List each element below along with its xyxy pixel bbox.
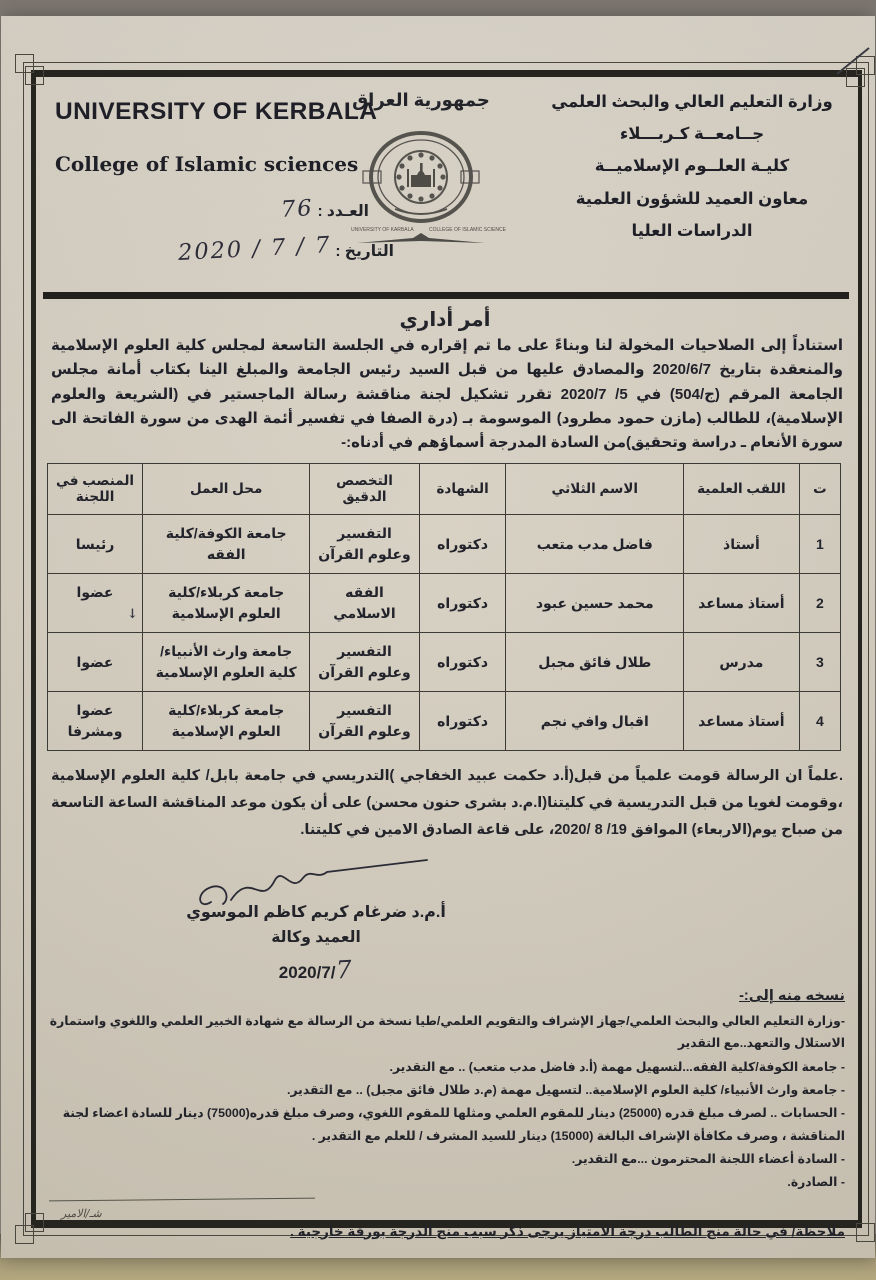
document-paper [1,16,875,1258]
cell-specialization: التفسير وعلوم القرآن [310,633,419,692]
date-hand-digit: 7 [334,954,354,985]
col-header-specialization: التخصص الدقيق [310,464,419,515]
cell-title: مدرس [684,633,800,692]
signature-block [161,902,471,984]
cell-workplace: جامعة الكوفة/كلية الفقه [143,515,310,574]
copy-item: - جامعة الكوفة/كلية الفقه...لتسهيل مهمة (أ.د فاضل مدب متعب) .. مع التقدير. [389,1059,845,1074]
cell-seq: 1 [799,515,840,574]
dean-title: العميد وكالة [271,928,361,946]
copy-item: - جامعة وارث الأنبياء/ كلية العلوم الإسلامية.. لتسهيل مهمة (م.د طلال فائق مجبل) .. مع التقدير. [287,1082,845,1097]
date-handwritten-value: 2020 / 7 / 7 [176,232,332,266]
cell-seq: 4 [799,692,840,751]
table-header-row [48,464,841,515]
cell-degree: دكتوراه [419,515,506,574]
table-row [48,515,841,574]
cell-name: اقبال وافي نجم [506,692,684,751]
letter-content [41,78,849,1239]
document-title: أمر أداري [399,309,491,331]
note-line: ملاحظة/ في حالة منح الطالب درجة الامتياز يرجى ذكر سبب منح الدرجة بورقة خارجية . [290,1223,845,1239]
ministry-line: وزارة التعليم العالي والبحث العلمي [551,93,833,111]
col-header-academic-title: اللقب العلمية [684,464,800,515]
cell-workplace: جامعة وارث الأنبياء/ كلية العلوم الإسلامية [143,633,310,692]
cell-degree: دكتوراه [419,633,506,692]
cell-specialization: التفسير وعلوم القرآن [310,515,419,574]
cell-name: محمد حسين عبود [506,574,684,633]
number-handwritten-value: 76 [279,195,314,223]
copies-heading: نسخه منه إلى:- [739,987,845,1004]
cell-role: رئيسا [48,515,143,574]
cell-degree: دكتوراه [419,692,506,751]
letter-number-row [139,196,369,222]
cell-name: طلال فائق مجبل [506,633,684,692]
cell-workplace: جامعة كربلاء/كلية العلوم الإسلامية [143,574,310,633]
date-label: التاريخ : [335,243,394,260]
cell-specialization: الفقه الاسلامي [310,574,419,633]
dean-assistant-line: معاون العميد للشؤون العلمية [575,189,809,208]
handwritten-check-mark: ↓ [127,607,139,623]
cell-title: أستاذ مساعد [684,692,800,751]
graduate-studies-line: الدراسات العليا [631,221,753,240]
table-row [48,574,841,633]
pen-stroke-mark [833,44,873,78]
letterhead [41,78,849,290]
committee-table [47,463,841,751]
ministry-block [541,86,843,247]
cell-role: عضوا ومشرفا [48,692,143,751]
col-header-full-name: الاسم الثلاثي [506,464,684,515]
republic-of-iraq-label: جمهورية العراق [352,90,490,110]
cell-seq: 2 [799,574,840,633]
copy-item: - السادة أعضاء اللجنة المحترمون ...مع التقدير. [571,1151,845,1166]
col-header-workplace: محل العمل [143,464,310,515]
cell-specialization: التفسير وعلوم القرآن [310,692,419,751]
signature-date: 2020/7/7 [278,954,354,985]
handwritten-signature [191,850,451,920]
col-header-committee-role: المنصب في اللجنة [48,464,143,515]
table-row [48,633,841,692]
copy-item: - الحسابات .. لصرف مبلغ قدره (25000) دينار للمقوم العلمي ومثلها للمقوم اللغوي، وصرف مبلغ قدره(75000) دينار للسادة اعضاء لجنة المناقشة ، وصرف مكافأة الإشراف البالغة (15000) دينار للسيد المشرف / للعلم مع التقدير . [62,1106,845,1143]
letter-date-row [94,232,394,266]
university-line: جــامعــة كـربـــلاء [619,125,765,144]
cell-name: فاضل مدب متعب [506,515,684,574]
col-header-seq: ت [799,464,840,515]
college-line: كليـة العلــوم الإسلاميــة [594,157,790,176]
col-header-degree: الشهادة [419,464,506,515]
cell-degree: دكتوراه [419,574,506,633]
number-label: العـدد : [317,203,369,220]
evaluation-paragraph: .علماً ان الرسالة قومت علمياً من قبل(أ.د حكمت عبيد الخفاجي )التدريسي في جامعة بابل/ كلية العلوم الإسلامية ،وقومت لغويا من قبل التدريسية في كليتنا(ا.م.د بشرى حنون محسن) على أن يكون موعد المناقشة الساعة التاسعة من صباح يوم(الاربعاء) الموافق 19/ 8 /2020، على قاعة الصادق الامين في كليتنا. [51,768,843,839]
table-row [48,692,841,751]
copy-item: -وزارة التعليم العالي والبحث العلمي/جهاز الإشراف والتقويم العلمي/طيا نسخة من الرسالة مع شهادة الخبير العلمي واللغوي واستمارة الاستلال والتعهد..مع التقدير [49,1013,845,1051]
frame-corner-square [856,1223,875,1242]
cell-seq: 3 [799,633,840,692]
cell-workplace: جامعة كربلاء/كلية العلوم الإسلامية [143,692,310,751]
cell-title: أستاذ [684,515,800,574]
cell-role: عضوا [48,633,143,692]
header-separator-rule [43,292,849,299]
english-college-name: College of Islamic sciences [55,152,359,176]
order-paragraph: استناداً إلى الصلاحيات المخولة لنا وبناءً على ما تم إقراره في الجلسة التاسعة لمجلس كلية العلوم الإسلامية والمنعقدة بتاريخ 2020/6/7 والمصادق عليها من قبل السيد رئيس الجامعة والمبلغ الينا بكتاب أمانة مجلس الجامعة المرقم (ج/504) في 5/ 2020/7 تقرر تشكيل لجنة مناقشة رسالة الماجستير في (الشريعة والعلوم الإسلامية)، للطالب (مازن حمود مطرود) الموسومة بـ (درة الصفا في تفسير أئمة الهدى من سورة الفاتحة الى سورة الأنعام ـ دراسة وتحقيق)من السادة المدرجة أسماؤهم في أدناه:- [51,337,844,452]
cell-title: أستاذ مساعد [684,574,800,633]
typist-initials: شـ/الامير [61,1207,102,1220]
cell-role: عضوا ↓ [48,574,143,633]
english-header-block [55,98,385,176]
copies-list [47,1010,845,1194]
copy-item: - الصادرة. [787,1175,845,1190]
english-university-name: UNIVERSITY OF KERBALA [55,98,378,125]
logo-right-caption-text: COLLEGE OF ISLAMIC SCIENCE [429,227,506,233]
dean-name: أ.م.د ضرغام كريم كاظم الموسوي [186,903,446,921]
logo-left-caption-text: UNIVERSITY OF KARBALA [351,227,414,233]
